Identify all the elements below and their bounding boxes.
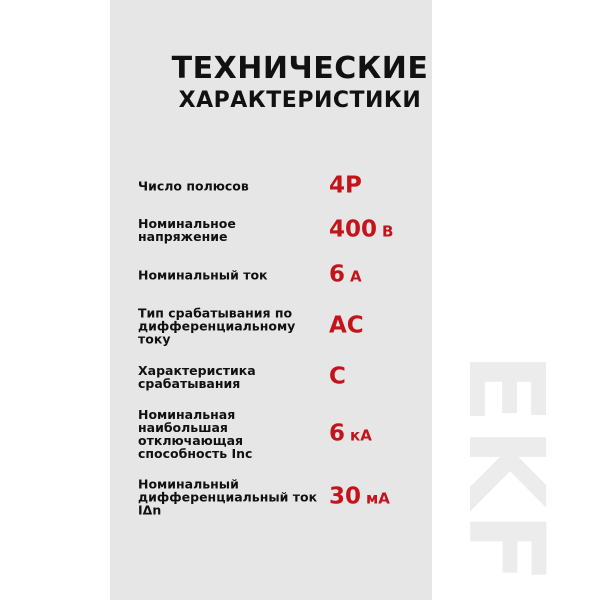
- page-title-line-2: ХАРАКТЕРИСТИКИ: [178, 88, 422, 113]
- left-background: [0, 0, 110, 600]
- spec-label: Номинальный ток: [138, 267, 268, 283]
- spec-value: [329, 261, 362, 288]
- spec-value: [329, 216, 394, 243]
- spec-value-number: 4P: [329, 172, 362, 199]
- spec-label: Номинальное напряжение: [138, 216, 236, 244]
- spec-label: Число полюсов: [138, 178, 249, 194]
- spec-value-unit: кА: [350, 426, 372, 445]
- spec-row-current: [138, 261, 438, 288]
- spec-value: [329, 483, 390, 510]
- spec-row-residual-current: [138, 476, 438, 518]
- spec-value: [329, 172, 367, 199]
- spec-value: [329, 312, 369, 339]
- spec-label: Номинальная наибольшая отключающая способность Inc: [138, 407, 253, 461]
- spec-label: Номинальный дифференциальный ток IΔn: [138, 476, 318, 518]
- page-title-line-1: ТЕХНИЧЕСКИЕ: [171, 51, 429, 86]
- spec-value-unit: В: [382, 222, 394, 241]
- spec-value: [329, 420, 372, 447]
- spec-row-trip-type: [138, 305, 438, 347]
- brand-logo-text: EKF: [445, 352, 567, 588]
- spec-value-number: C: [329, 363, 346, 390]
- spec-row-breaking-capacity: [138, 407, 438, 461]
- spec-label: Характеристика срабатывания: [138, 363, 256, 391]
- spec-value-number: 6: [329, 261, 346, 288]
- spec-value-unit: А: [350, 267, 362, 286]
- spec-label: Тип срабатывания по дифференциальному току: [138, 305, 296, 347]
- spec-value-number: 400: [329, 216, 378, 243]
- spec-value-number: 30: [329, 483, 362, 510]
- spec-value: [329, 363, 351, 390]
- spec-value-number: AC: [329, 312, 364, 339]
- spec-value-number: 6: [329, 420, 346, 447]
- spec-row-poles: [138, 172, 438, 199]
- page-title: [110, 52, 490, 113]
- spec-row-trip-curve: [138, 363, 438, 391]
- spec-row-voltage: [138, 216, 438, 244]
- spec-value-unit: мА: [366, 489, 390, 508]
